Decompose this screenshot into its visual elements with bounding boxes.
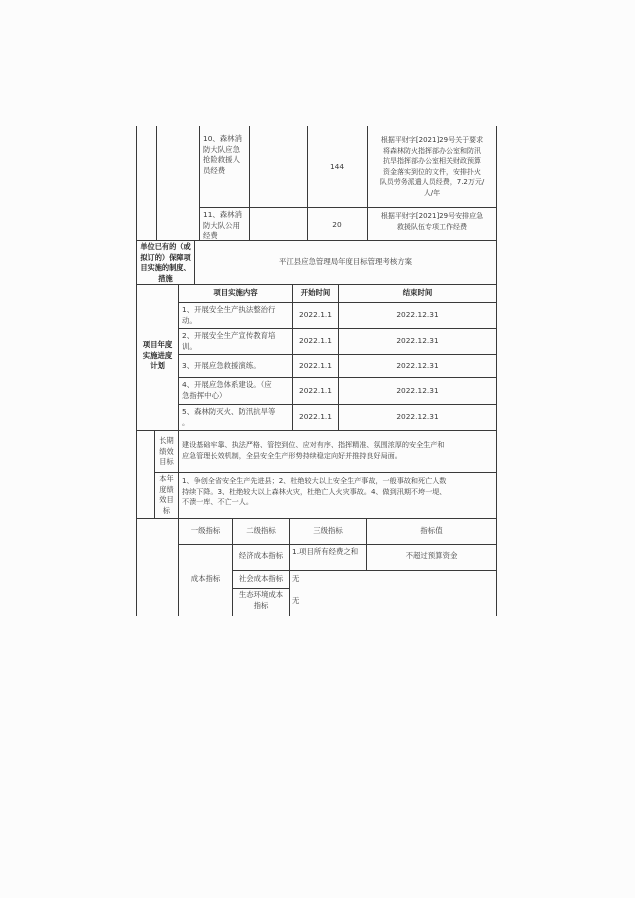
schedule-row-end: 2022.12.31 xyxy=(396,310,439,319)
schedule-row-start: 2022.1.1 xyxy=(299,310,332,319)
indicator-header-level2: 二级指标 xyxy=(246,526,276,535)
annual-goal-text: 1、争创全省安全生产先进县；2、杜绝较大以上安全生产事故，一般事故和死亡人数 持续下降。3、杜绝较大以上森林火灾，杜绝亡人火灾事故。4、做到汛期不垮一堤、 不溃一库、不亡一人。 xyxy=(182,476,447,506)
indicator-level3: 无 xyxy=(292,574,300,583)
table-border xyxy=(178,354,496,355)
schedule-label: 项目年度 实施进度 计划 xyxy=(142,340,173,370)
table-border xyxy=(178,377,496,378)
schedule-row-end: 2022.12.31 xyxy=(396,361,439,370)
table-border xyxy=(154,472,496,473)
indicator-level3: 1.项目所有经费之和 xyxy=(292,547,359,556)
table-border xyxy=(178,544,496,545)
table-border xyxy=(338,284,339,430)
table-border xyxy=(496,126,497,616)
budget-item-amount: 144 xyxy=(329,162,345,171)
table-border xyxy=(232,570,496,571)
budget-item-basis: 根据平财字[2021]29号安排应急 救援队伍专项工作经费 xyxy=(380,212,484,231)
indicator-header-level3: 三级指标 xyxy=(313,526,343,535)
system-label: 单位已有的（或 拟订的）保障项 目实施的制度、 措施 xyxy=(140,242,191,283)
table-border xyxy=(178,302,496,303)
schedule-row-end: 2022.12.31 xyxy=(396,386,439,395)
budget-item-amount: 20 xyxy=(332,220,342,229)
indicator-level2: 经济成本指标 xyxy=(238,551,284,560)
schedule-row-content: 5、森林防灭火、防汛抗旱等 。 xyxy=(182,407,276,427)
table-border xyxy=(232,588,290,589)
indicator-level3: 无 xyxy=(292,596,300,605)
long-term-goal-text: 建设基础牢靠、执法严格、管控到位、应对有序、指挥精准、氛围浓厚的安全生产和 应急管理长效机制，全县安全生产形势持续稳定向好并推持良好局面。 xyxy=(182,440,445,460)
indicator-header-level1: 一级指标 xyxy=(190,526,221,535)
table-border xyxy=(249,126,250,240)
indicator-header-value: 指标值 xyxy=(420,526,443,535)
table-border xyxy=(178,328,496,329)
schedule-row-content: 3、开展应急救援演练。 xyxy=(182,361,261,370)
table-border xyxy=(136,284,496,285)
table-border xyxy=(136,240,496,241)
indicator-value: 不超过预算资金 xyxy=(405,551,458,560)
table-border xyxy=(178,404,496,405)
schedule-header-content: 项目实施内容 xyxy=(213,288,258,297)
table-border xyxy=(292,284,293,430)
table-border xyxy=(178,430,179,616)
schedule-row-start: 2022.1.1 xyxy=(299,412,332,421)
annual-goal-label: 本年 度绩 效目 标 xyxy=(159,474,174,515)
schedule-header-start: 开始时间 xyxy=(300,288,331,297)
schedule-row-content: 2、开展安全生产宣传教育培 训。 xyxy=(182,331,276,351)
table-border xyxy=(199,207,496,208)
schedule-row-content: 4、开展应急体系建设。（应 急指挥中心） xyxy=(182,380,272,400)
schedule-header-end: 结束时间 xyxy=(402,288,433,297)
table-border xyxy=(136,518,496,519)
budget-item-name: 11、森林消 防大队公用 经费 xyxy=(203,210,242,240)
schedule-row-start: 2022.1.1 xyxy=(299,361,332,370)
table-border xyxy=(136,430,496,431)
table-border xyxy=(156,126,157,240)
table-border xyxy=(199,126,200,240)
indicator-level2: 社会成本指标 xyxy=(238,574,284,583)
schedule-row-start: 2022.1.1 xyxy=(299,386,332,395)
schedule-row-end: 2022.12.31 xyxy=(396,412,439,421)
indicator-level1-cost: 成本指标 xyxy=(190,574,221,583)
system-value: 平江县应急管理局年度目标管理考核方案 xyxy=(278,257,413,266)
budget-item-basis: 根据平财字[2021]29号关于要求 将森林防火指挥部办公室和防汛 抗旱指挥部办公室相关财政预算 资金落实到位的文件，安排扑火 队员劳务派遣人员经费，7.2万元/ 人/年 xyxy=(379,136,485,197)
schedule-row-content: 1、开展安全生产执法整治行 动。 xyxy=(182,305,276,325)
schedule-row-start: 2022.1.1 xyxy=(299,336,332,345)
budget-item-name: 10、森林消 防大队应急 抢险救援人 员经费 xyxy=(203,134,242,175)
table-border xyxy=(178,284,179,430)
long-term-goal-label: 长期 绩效 目标 xyxy=(159,436,174,466)
indicator-level2: 生态环境成本 指标 xyxy=(238,590,284,610)
schedule-row-end: 2022.12.31 xyxy=(396,336,439,345)
